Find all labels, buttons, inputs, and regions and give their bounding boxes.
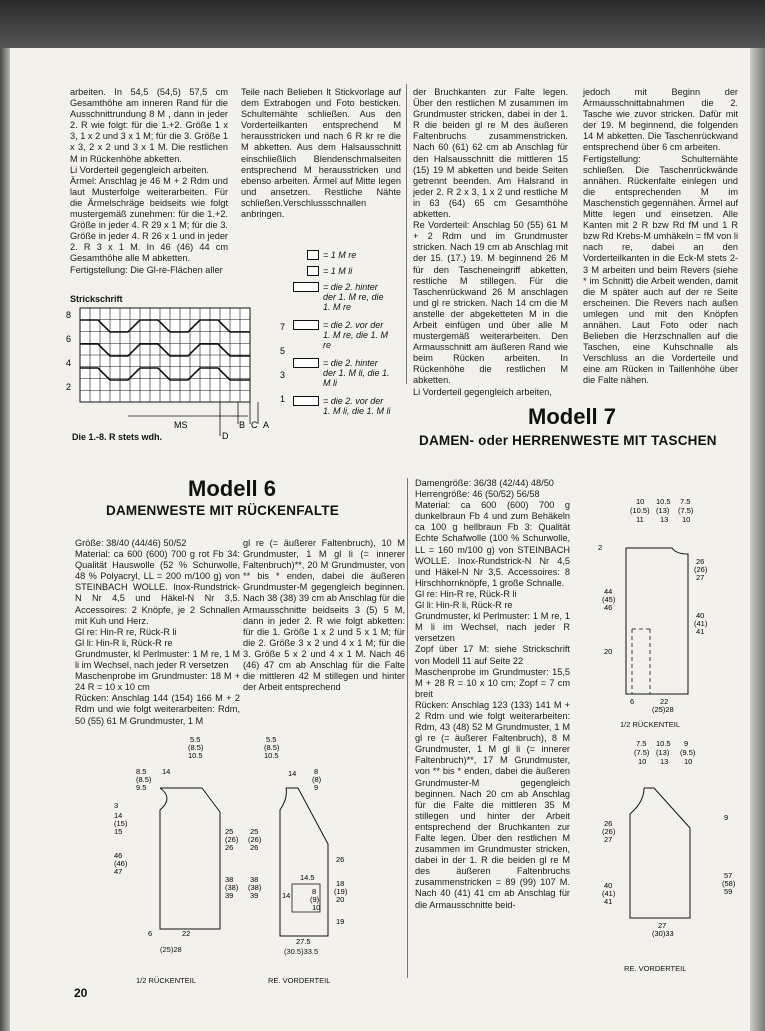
legend-symbol-purl-cable-back	[293, 358, 319, 368]
m7-back-label: 1/2 RÜCKENTEIL	[620, 720, 681, 729]
dim: (13)	[656, 748, 670, 757]
dim: (45)	[602, 595, 616, 604]
dim: 9.5	[136, 783, 147, 792]
dim: (7.5)	[678, 506, 694, 515]
dim: (30.5)33.5	[284, 947, 319, 956]
legend-text: = die 2. hinter der 1. M re, die 1. M re	[323, 282, 384, 312]
dim: 8.5	[136, 767, 147, 776]
dim: 40	[696, 611, 705, 620]
dim: 8	[312, 887, 317, 896]
dim: 40	[604, 881, 613, 890]
chart-repeat-note: Die 1.-8. R stets wdh.	[72, 432, 163, 442]
modell-6-text-a: Größe: 38/40 (44/46) 50/52 Material: ca 600 (600) 700 g rot Fb 34: Qualität Hauswolle (52 % Schurwolle, 48 % Polyacryl, LL = 200 m/100 g) von STEINBACH WOLLE. Inox-Rundstrick-N Nr 4,5 und Häkel-N Nr 3,5. Accessoires: 2 Knöpfe, je 2 Schnallen mit Kuh und Herz. Gl re: Hin-R re, Rück-R li Gl li: Hin-R li, Rück-R re Grundmuster, kl Perlmuster: 1 M re, 1 M li im Wechsel, nach jeder R versetzen Maschenprobe im Grundmuster: 18 M + 24 R = 10 x 10 cm Rücken: Anschlag 144 (154) 166 M + 2 Rdm und wie folgt weiterarbeiten: Rdm, 50 (55) 61 M Grundmuster, 1 M	[75, 538, 240, 726]
dim: 7.5	[636, 739, 647, 748]
dim: 10.5	[656, 497, 671, 506]
dim: (9)	[310, 895, 320, 904]
dim: (26)	[248, 835, 262, 844]
dim: 44	[604, 587, 613, 596]
dim: 9	[724, 813, 729, 822]
dim: 10	[312, 903, 321, 912]
dim: 6	[630, 697, 635, 706]
dim: 10	[682, 515, 691, 524]
dim: 27	[604, 835, 613, 844]
dim: (38)	[225, 883, 239, 892]
chart-label-d: D	[222, 431, 229, 441]
dim: 9	[314, 783, 319, 792]
column-divider	[407, 478, 408, 978]
dim: (9.5)	[680, 748, 696, 757]
text-column-2: Teile nach Belieben lt Stickvorlage auf dem Extrabogen und Foto besticken. Schulternähte schließen. Aus den Vorderteilkanten entsprechend M herausstricken und nach 6 R kr re die M abketten. Aus dem Halsausschnitt einschließlich Blendenschmalseiten entsprechend M herausstricken und ebenso arbeiten. Ärmel auf Mitte legen und ansetzen. Restliche Nähte schließen.Verschlussschnallen anbringen.	[241, 87, 401, 220]
dim: (8)	[312, 775, 322, 784]
dim: (26)	[602, 827, 616, 836]
dim: 3	[114, 801, 119, 810]
m6-front-schematic	[230, 734, 380, 949]
legend-symbol-purl-cable-front	[293, 396, 319, 406]
legend-symbol-purl	[307, 266, 319, 276]
dim: 14	[288, 769, 297, 778]
dim: (30)33	[652, 929, 674, 938]
dim: (46)	[114, 859, 128, 868]
modell-6-text-b: gl re (= äußerer Faltenbruch), 10 M Grundmuster, 1 M gl li (= innerer Faltenbruch)**, 20 M Grundmuster, von ** bis * enden, dabei die äußeren Grundmuster-M gegengleich beginnen. Nach 38 (38) 39 cm ab Anschlag für die Armausschnitte beidseits 3 (5) 5 M, dann in jeder 2. R wie folgt abketten: für die 1. Größe 1 x 2 und 5 x 1 M; für die 2. Größe 3 x 2 und 4 x 1 M; für die 3. Größe 5 x 2 und 4 x 1 M. Nach 46 (46) 47 cm ab Anschlag für die Falte die mittleren 42 M stillegen und hinter der Arbeit entsprechend	[243, 538, 405, 693]
dim: 39	[225, 891, 234, 900]
legend-text: = die 2. vor der 1. M re, die 1. M re	[323, 320, 389, 350]
dim: 26	[250, 843, 259, 852]
legend-text: = 1 M li	[323, 266, 353, 276]
dim: 10.5	[264, 751, 279, 760]
dim: 41	[696, 627, 705, 636]
dim: 26	[696, 557, 705, 566]
dim: 38	[225, 875, 234, 884]
legend-symbol-cable-back	[293, 282, 319, 292]
m7-back-schematic	[590, 494, 750, 714]
dim: (38)	[248, 883, 262, 892]
dim: 10.5	[656, 739, 671, 748]
dim: 6	[148, 929, 153, 938]
text-column-4: jedoch mit Beginn der Armausschnittabnahmen die 2. Tasche wie zuvor stricken. Dafür mit der 19. M beginnend, die folgenden 14 M abketten. Die Taschenrückwand entsprechend über 6 cm arbeiten. Fertigstellung: Schulternähte schließen. Die Taschenrückwände annähen. Rückenfalte einlegen und die entsprechenden M im Maschenstich gegennähen. Ärmel auf Mitte legen und einsetzen. Alle Kanten mit 2 R bzw Rd fM und 1 R bzw Rd Krebs-M umhäkeln = fM von li nach re, dabei an den Vorderteilkanten in die Eck-M stets 2-3 M arbeiten und beim Revers (siehe * im Schnitt) die Arbeit wenden, damit die M später auch auf der re Seite erscheinen. Die Revers nach außen umlegen und mit den Knöpfen annähen. Laut Foto oder nach Belieben die Herzschnallen auf die Taschen, eine Kuhschnalle als Verschluss an die Vorderteile und eine am Rücken in Taillenhöhe über die Falte nähen.	[583, 87, 738, 386]
modell-6-subtitle: DAMENWESTE MIT RÜCKENFALTE	[106, 503, 339, 518]
legend-symbol-knit	[307, 250, 319, 260]
dim: 27.5	[296, 937, 311, 946]
dim: (15)	[114, 819, 128, 828]
dim: (8.5)	[136, 775, 152, 784]
dim: 25	[250, 827, 259, 836]
dim: (26)	[694, 565, 708, 574]
dim: 8	[314, 767, 319, 776]
legend-symbol-cable-front	[293, 320, 319, 330]
dim: (25)28	[160, 945, 182, 954]
row-number: 6	[66, 334, 72, 344]
dim: 13	[660, 757, 669, 766]
modell-7-text-a: Damengröße: 36/38 (42/44) 48/50 Herrengröße: 46 (50/52) 56/58 Material: ca 600 (600) 700 g dunkelbraun Fb 4 und zum Behäkeln ca 100 g hellbraun Fb 3: Qualität Echte Schafwolle (100 % Schurwolle, LL = 160 m/100 g) von STEINBACH WOLLE. Inox-Rundstrick-N Nr 4,5 und Häkel-N Nr 3,5. Accessoires: 8 Hirschhornknöpfe, 1 große Schnalle. Gl re: Hin-R re, Rück-R li Gl li: Hin-R li, Rück-R re Grundmuster, kl Perlmuster: 1 M re, 1 M li im Wechsel, nach jeder R versetzen Zopf über 17 M: siehe Strickschrift von Modell 11 auf Seite 22 Maschenprobe im Grundmuster: 15,5 M + 28 R = 10 x 10 cm; Zopf = 7 cm breit Rücken: Anschlag 123 (133) 141 M + 2 Rdm und wie folgt weiterarbeiten: Rdm, 43 (48) 52 M Grundmuster, 1 M gl re (= äußerer Faltenbruch), 8 M Grundmuster, 1 M gl li (= innerer Faltenbruch)**, 17 M Grundmuster, von ** bis * enden, dabei die äußeren Grundmuster-M gegengleich beginnen. Nach 20 cm ab Anschlag für die Falte die mittleren 35 M stillegen und hinter der Arbeit entsprechend der Bruchkanten zur Falte legen. Über den restlichen M zusammen im Grundmuster stricken, dabei in der 1. R die beiden gl re M des äußeren Faltenbruchs zusammenstricken = 89 (99) 107 M. Nach 40 (41) 41 cm ab Anschlag für die Armausschnitte beid-	[415, 478, 570, 910]
dim: 14	[114, 811, 123, 820]
dim: 26	[225, 843, 234, 852]
dim: (58)	[722, 879, 736, 888]
dim: 10	[636, 497, 645, 506]
m7-front-schematic	[590, 738, 750, 953]
dim: 20	[604, 647, 613, 656]
dim: 27	[658, 921, 667, 930]
dim: 13	[660, 515, 669, 524]
dim: 19	[336, 917, 345, 926]
text-column-1: arbeiten. In 54,5 (54,5) 57,5 cm Gesamthöhe am inneren Rand für die Ausschnittrundung 8 M , dann in jeder 2. R wie folgt: für die 1.+2. Größe 1 x 3, 1 x 2 und 3 x 1 M; für die 3. Größe 1 x 3, 2 x 2 und 3 x 1 M. Die restlichen M in Rückenhöhe abketten. Li Vorderteil gegengleich arbeiten. Ärmel: Anschlag je 46 M + 2 Rdm und laut Musterfolge weiterarbeiten. Für die Ärmelschräge beidseits wie folgt mustergemäß zunehmen: für die 1.+2. Größe in jeder 4. R 29 x 1 M; für die 3. Größe in jeder 4. R 26 x 1 und in jeder 2. R 3 x 1 M. In 46 (46) 44 cm Gesamthöhe alle M abketten. Fertigstellung: Die Gl-re-Flächen aller	[70, 87, 228, 275]
text-column-3: der Bruchkanten zur Falte legen. Über den restlichen M zusammen im Grundmuster stricken, dabei in der 1. R die beiden gl re M des äußeren Faltenbruchs zusammenstricken. Nach 60 (61) 62 cm ab Anschlag für den Halsausschnitt die mittleren 15 (15) 19 M abketten und beide Seiten getrennt beenden. Am Halsrand in jeder 2. R 2 x 3, 1 x 2 und restliche M in 63 (64) 65 cm Gesamthöhe abketten. Re Vorderteil: Anschlag 50 (55) 61 M + 2 Rdm und im Grundmuster stricken. Nach 19 cm ab Anschlag mit der 15. (17.) 19. M beginnend 26 M für den Tascheneingriff abketten, restliche M stillegen. Für die Taschenrückwand 26 M anschlagen und gl re stricken. Nach 14 cm die M anstelle der abgeketteten M in die Arbeit einfügen und über alle M mustergemäß weiterarbeiten. Den Armausschnitt am äußeren Rand wie beim Rücken arbeiten. In Rückenhöhe die restlichen M abketten. Li Vorderteil gegengleich arbeiten,	[413, 87, 568, 397]
dim: 47	[114, 867, 123, 876]
chart-label-c: C	[251, 420, 258, 430]
legend-text: = 1 M re	[323, 250, 357, 260]
dim: (19)	[334, 887, 348, 896]
dim: 22	[660, 697, 669, 706]
modell-7-subtitle: DAMEN- oder HERRENWESTE MIT TASCHEN	[419, 433, 717, 448]
dim: 38	[250, 875, 259, 884]
m6-back-label: 1/2 RÜCKENTEIL	[136, 976, 197, 985]
dim: 39	[250, 891, 259, 900]
dim: 7.5	[680, 497, 691, 506]
dim: 5.5	[266, 735, 277, 744]
dim: 10	[638, 757, 647, 766]
dim: 27	[696, 573, 705, 582]
row-number: 4	[66, 358, 72, 368]
dim: 26	[604, 819, 613, 828]
dim: 46	[114, 851, 123, 860]
dim: (7.5)	[634, 748, 650, 757]
modell-6-title: Modell 6	[188, 476, 277, 501]
dim: 59	[724, 887, 733, 896]
dim: 2	[598, 543, 603, 552]
legend-text: = die 2. hinter der 1. M li, die 1. M li	[323, 358, 390, 388]
chart-label-ms: MS	[174, 420, 188, 430]
row-number: 7	[280, 322, 286, 332]
strickschrift-title: Strickschrift	[70, 294, 123, 304]
dim: 25	[225, 827, 234, 836]
dim: 10	[684, 757, 693, 766]
dim: 22	[182, 929, 191, 938]
knitting-chart	[58, 306, 298, 441]
dim: 14.5	[300, 873, 315, 882]
modell-7-title: Modell 7	[528, 404, 617, 429]
page-right-edge	[750, 48, 765, 1031]
dim: 11	[636, 515, 644, 524]
dim: 57	[724, 871, 733, 880]
legend-text: = die 2. vor der 1. M li, die 1. M li	[323, 396, 391, 416]
dim: 18	[336, 879, 345, 888]
dim: (41)	[602, 889, 616, 898]
dim: 46	[604, 603, 613, 612]
row-number: 8	[66, 310, 72, 320]
chart-label-a: A	[263, 420, 270, 430]
dim: 41	[604, 897, 613, 906]
row-number: 5	[280, 346, 286, 356]
dim: 14	[162, 767, 171, 776]
dim: (10.5)	[630, 506, 650, 515]
dim: 14	[282, 891, 291, 900]
magazine-page	[10, 48, 750, 1031]
m6-front-label: RE. VORDERTEIL	[268, 976, 331, 985]
dim: (8.5)	[188, 743, 204, 752]
dim: (26)	[225, 835, 239, 844]
dim: (25)28	[652, 705, 674, 714]
m6-back-schematic	[90, 734, 250, 939]
page-number: 20	[74, 986, 88, 1000]
dim: 5.5	[190, 735, 201, 744]
dim: 9	[684, 739, 689, 748]
chart-label-b: B	[239, 420, 246, 430]
m7-front-label: RE. VORDERTEIL	[624, 964, 687, 973]
dim: (13)	[656, 506, 670, 515]
dim: (8.5)	[264, 743, 280, 752]
dim: 26	[336, 855, 345, 864]
dim: 15	[114, 827, 123, 836]
column-divider	[406, 84, 407, 384]
row-number: 3	[280, 370, 286, 380]
page-top-edge	[0, 0, 765, 48]
row-number: 1	[280, 394, 286, 404]
dim: 10.5	[188, 751, 203, 760]
dim: (41)	[694, 619, 708, 628]
row-number: 2	[66, 382, 72, 392]
dim: 20	[336, 895, 345, 904]
